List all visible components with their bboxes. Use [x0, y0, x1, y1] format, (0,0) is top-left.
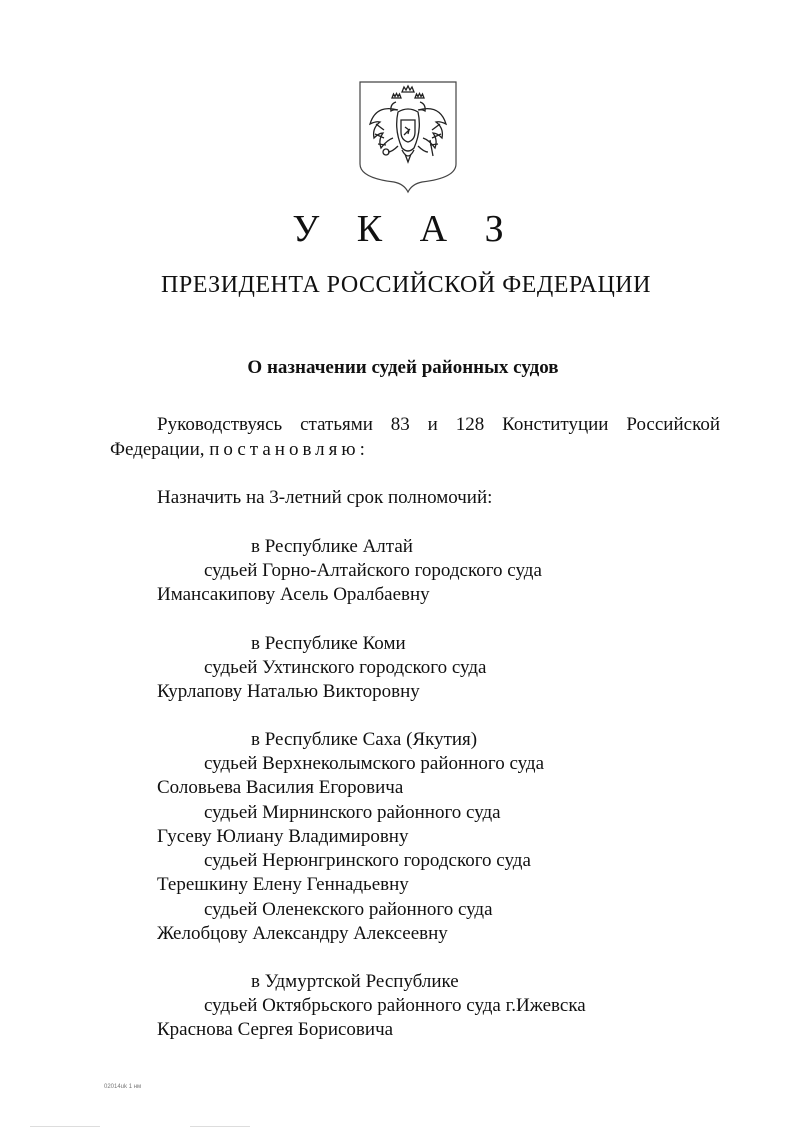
court-name: судьей Октябрьского районного суда г.Ижевска — [204, 995, 586, 1016]
region-name: в Республике Алтай — [251, 536, 413, 557]
appointee-name: Терешкину Елену Геннадьевну — [157, 874, 409, 895]
court-name: судьей Ухтинского городского суда — [204, 657, 487, 678]
footer-code: 02014uk 1 нм — [104, 1084, 142, 1090]
document-heading: О назначении судей районных судов — [247, 357, 559, 378]
preamble-line-2 — [110, 438, 369, 462]
preamble-decree-word: постановляю: — [209, 439, 369, 460]
preamble-line-1: Руководствуясь статьями 83 и 128 Конституции Российской — [157, 414, 720, 435]
document-subtitle: ПРЕЗИДЕНТА РОССИЙСКОЙ ФЕДЕРАЦИИ — [161, 272, 651, 298]
appointee-name: Желобцову Александру Алексеевну — [157, 923, 448, 944]
state-emblem-icon — [358, 80, 458, 194]
appointee-name: Имансакипову Асель Оралбаевну — [157, 584, 430, 605]
scan-artifact — [190, 1126, 250, 1127]
scan-artifact — [30, 1126, 100, 1127]
decree-intro: Назначить на 3-летний срок полномочий: — [157, 487, 493, 508]
document-title: У К А З — [292, 208, 518, 250]
court-name: судьей Мирнинского районного суда — [204, 802, 501, 823]
appointee-name: Курлапову Наталью Викторовну — [157, 681, 420, 702]
court-name: судьей Нерюнгринского городского суда — [204, 850, 531, 871]
appointee-name: Краснова Сергея Борисовича — [157, 1019, 394, 1040]
court-name: судьей Оленекского районного суда — [204, 899, 493, 920]
region-name: в Республике Саха (Якутия) — [251, 729, 478, 750]
region-name: в Республике Коми — [251, 633, 406, 654]
preamble-federation: Федерации, — [110, 439, 205, 460]
court-name: судьей Верхнеколымского районного суда — [204, 753, 545, 774]
appointee-name: Гусеву Юлиану Владимировну — [157, 826, 409, 847]
region-name: в Удмуртской Республике — [251, 971, 459, 992]
court-name: судьей Горно-Алтайского городского суда — [204, 560, 542, 581]
appointee-name: Соловьева Василия Егоровича — [157, 777, 404, 798]
